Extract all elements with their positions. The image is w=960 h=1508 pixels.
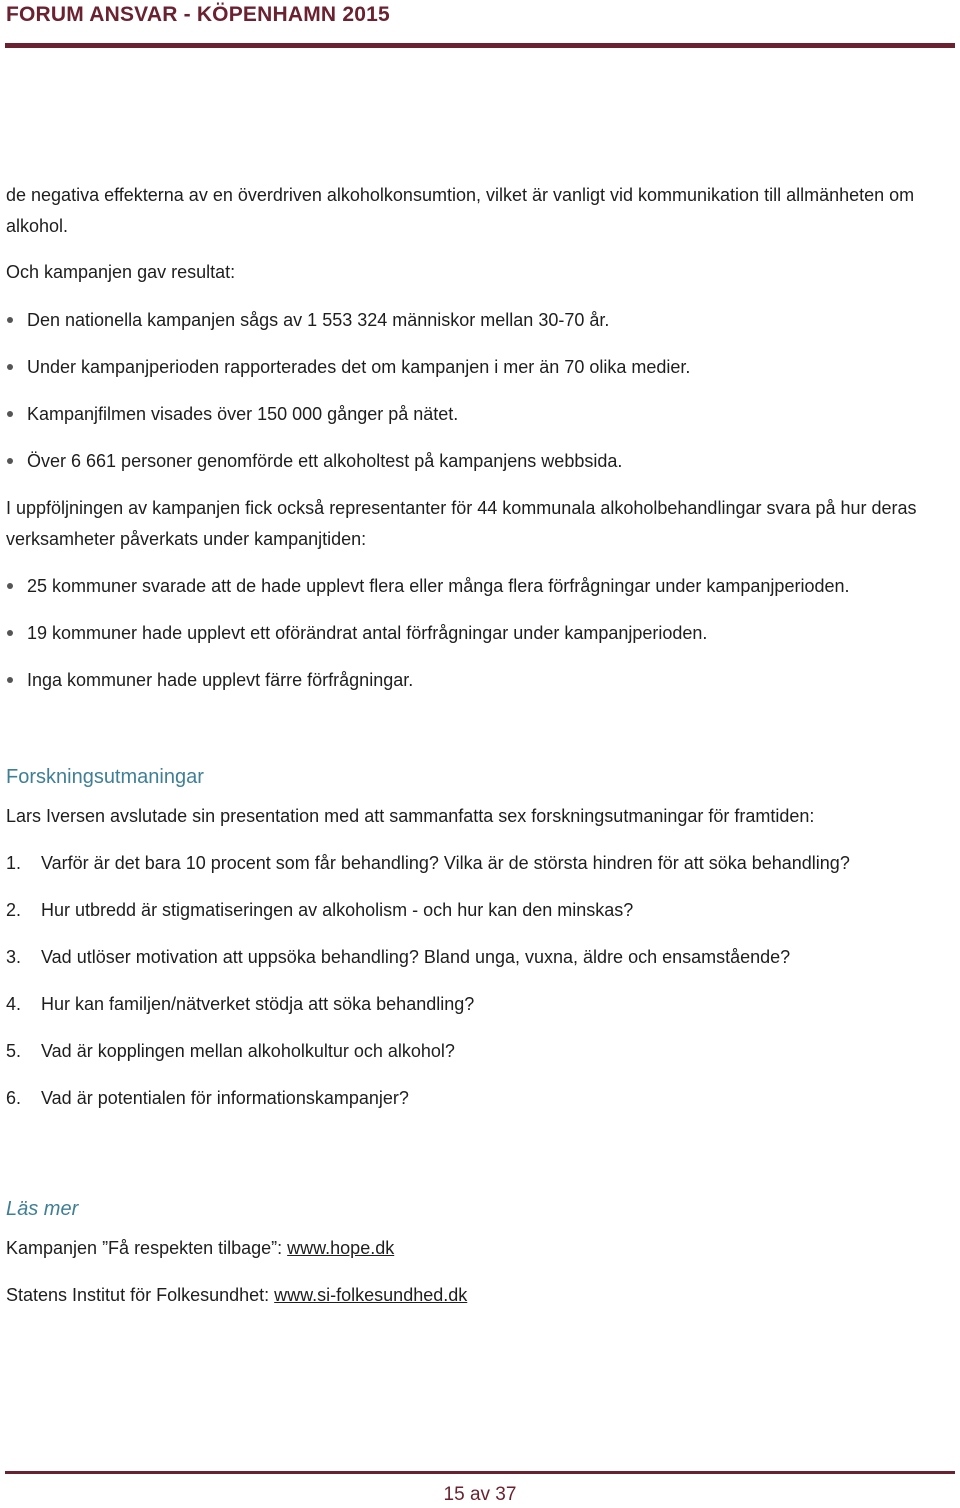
list-item-text: Över 6 661 personer genomförde ett alkoholtest på kampanjens webbsida. [27, 451, 623, 471]
item-number: 4. [6, 994, 22, 1014]
item-number: 5. [6, 1041, 22, 1061]
reference-line [6, 1280, 467, 1310]
bullet-icon [7, 458, 13, 464]
list-item-text: Inga kommuner hade upplevt färre förfrågningar. [27, 670, 414, 690]
reference-link[interactable]: www.si-folkesundhed.dk [274, 1285, 468, 1305]
intro-paragraph: de negativa effekterna av en överdriven alkoholkonsumtion, vilket är vanligt vid kommunikation till allmänheten om alkohol. [6, 185, 915, 236]
item-number: 3. [6, 947, 22, 967]
document-header-title: FORUM ANSVAR - KÖPENHAMN 2015 [6, 3, 390, 26]
item-text: Hur kan familjen/nätverket stödja att söka behandling? [41, 994, 475, 1014]
reference-line [6, 1233, 394, 1263]
list-item-text: Kampanjfilmen visades över 150 000 gånger på nätet. [27, 404, 459, 424]
item-text: Varför är det bara 10 procent som får behandling? Vilka är de största hindren för att söka behandling? [41, 853, 850, 873]
item-text: Vad utlöser motivation att uppsöka behandling? Bland unga, vuxna, äldre och ensamstående? [41, 947, 791, 967]
item-number: 2. [6, 900, 22, 920]
header-divider [5, 43, 955, 48]
bullet-icon [7, 677, 13, 683]
followup-paragraph: I uppföljningen av kampanjen fick också representanter för 44 kommunala alkoholbehandlingar svara på hur deras verksamheter påverkats under kampanjtiden: [6, 498, 917, 549]
list-item-text: Under kampanjperioden rapporterades det om kampanjen i mer än 70 olika medier. [27, 357, 691, 377]
reference-link[interactable]: www.hope.dk [287, 1238, 395, 1258]
item-text: Vad är kopplingen mellan alkoholkultur och alkohol? [41, 1041, 455, 1061]
bullet-icon [7, 317, 13, 323]
research-intro: Lars Iversen avslutade sin presentation med att sammanfatta sex forskningsutmaningar för framtiden: [6, 806, 815, 826]
list-item-text: Den nationella kampanjen sågs av 1 553 324 människor mellan 30-70 år. [27, 310, 610, 330]
item-text: Hur utbredd är stigmatiseringen av alkoholism - och hur kan den minskas? [41, 900, 634, 920]
bullet-icon [7, 583, 13, 589]
section-heading-read-more: Läs mer [6, 1198, 79, 1220]
bullet-icon [7, 364, 13, 370]
list-item-text: 19 kommuner hade upplevt ett oförändrat antal förfrågningar under kampanjperioden. [27, 623, 708, 643]
item-number: 6. [6, 1088, 22, 1108]
bullet-icon [7, 411, 13, 417]
page-number: 15 av 37 [443, 1484, 517, 1505]
footer-divider [5, 1471, 955, 1474]
reference-label: Kampanjen ”Få respekten tilbage”: [6, 1238, 288, 1258]
reference-label: Statens Institut för Folkesundhet: [6, 1285, 275, 1305]
bullet-icon [7, 630, 13, 636]
section-heading-research: Forskningsutmaningar [6, 766, 204, 788]
item-text: Vad är potentialen för informationskampanjer? [41, 1088, 409, 1108]
list-item-text: 25 kommuner svarade att de hade upplevt flera eller många flera förfrågningar under kampanjperioden. [27, 576, 850, 596]
results-intro: Och kampanjen gav resultat: [6, 262, 236, 282]
item-number: 1. [6, 853, 22, 873]
